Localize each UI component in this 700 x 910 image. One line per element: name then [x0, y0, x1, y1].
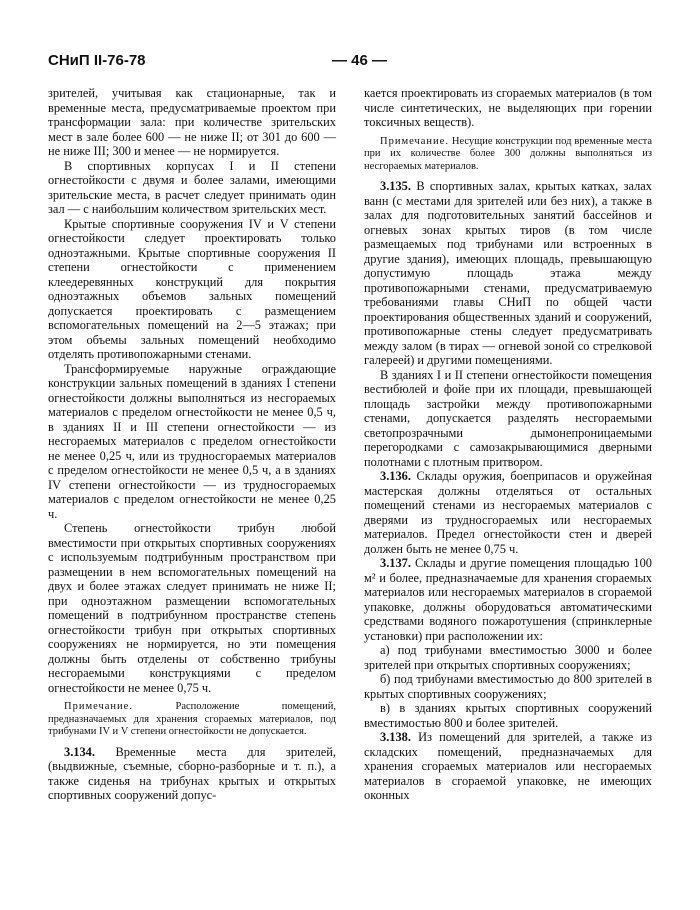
- clause-3-135: [364, 179, 652, 368]
- clause-3-137: [364, 556, 652, 643]
- clause-text: Склады оружия, боеприпасов и оружейная мастерская должны отделяться от остальных помещений стенами из несгораемых материалов с дверями из трудносгораемых или несгораемых материалов. Предел огнестойкости стен и дверей должен быть не менее 0,75 ч.: [364, 469, 652, 556]
- clause-text: Из помещений для зрителей, а также из складских помещений, предназначаемых для хранения сгораемых материалов или несгораемых материалов в сгораемой упаковке, не имеющих оконных: [364, 730, 652, 802]
- note-text: Расположение помещений, предназначаемых для хранения сгораемых материалов, под трибунами IV и V степени огнестойкости не допускается.: [48, 701, 336, 737]
- clause-3-136: [364, 469, 652, 556]
- clause-number: 3.135.: [380, 179, 411, 193]
- clause-number: 3.134.: [64, 744, 95, 759]
- paragraph: кается проектировать из сгораемых материалов (в том числе синтетических, не выделяющих при горении токсичных веществ).: [364, 86, 652, 129]
- paragraph: зрителей, учитывая как стационарные, так и временные места, предусматриваемые проектом при трансформации зала: при количестве зрительских мест в зале более 600 — не ниже II; от 301 до 600 — не ниже III; 300 и менее — не нормируется.: [48, 86, 336, 158]
- paragraph: В спортивных корпусах I и II степени огнестойкости с двумя и более залами, имеющими зрительские места, в расчет следует принимать один зал — с наибольшим количеством зрительских мест.: [48, 158, 336, 216]
- page-number: — 46 —: [332, 52, 388, 69]
- list-item: б) под трибунами вместимостью до 800 зрителей в крытых спортивных сооружениях;: [364, 672, 652, 701]
- clause-3-138: [364, 730, 652, 803]
- page-header: [48, 52, 652, 76]
- note-label: Примечание.: [64, 701, 133, 712]
- paragraph: Степень огнестойкости трибун любой вместимости при открытых спортивных сооружениях с используемым подтрибунным пространством при размещении в нем вспомогательных помещений на двух и более этажах следует принимать не ниже II; при одноэтажном размещении вспомогательных помещений в подтрибунном пространстве степень огнестойкости трибун при открытых спортивных сооружениях не нормируется, но эти помещения должны быть отделены от собственно трибуны несгораемыми конструкциями с пределом огнестойкости не менее 0,75 ч.: [48, 521, 336, 695]
- clause-text: Временные места для зрителей, (выдвижные, съемные, сборно-разборные и т. п.), а также сиденья на трибунах крытых и открытых спортивных сооружений допус-: [48, 744, 336, 802]
- right-column: [364, 86, 652, 803]
- note-label: Примечание.: [380, 135, 449, 147]
- clause-3-134: [48, 745, 336, 803]
- paragraph: В зданиях I и II степени огнестойкости помещения вестибюлей и фойе при их площади, превышающей площадь застройки между противопожарными стенами, допускается разделять несгораемыми светопрозрачными дымонепроницаемыми перегородками с самозакрывающимися дверными полотнами с плотным притвором.: [364, 367, 652, 469]
- clause-text: Склады и другие помещения площадью 100 м² и более, предназначаемые для хранения сгораемых материалов или несгораемых материалов в сгораемой упаковке, должны оборудоваться автоматическими средствами водяного пожаротушения (спринклерные установки) при расположении их:: [364, 556, 652, 643]
- list-item: в) в зданиях крытых спортивных сооружений вместимостью 800 и более зрителей.: [364, 701, 652, 730]
- note: [364, 136, 652, 174]
- document-code: СНиП II-76-78: [48, 52, 146, 69]
- clause-number: 3.137.: [380, 556, 411, 570]
- clause-number: 3.136.: [380, 469, 411, 483]
- clause-number: 3.138.: [380, 730, 411, 744]
- paragraph: Трансформируемые наружные ограждающие конструкции зальных помещений в зданиях I степени огнестойкости должны выполняться из несгораемых материалов с пределом огнестойкости не менее 0,5 ч, в зданиях II и III степени огнестойкости — из несгораемых материалов с пределом огнестойкости не менее 0,25 ч, или из трудносгораемых материалов с пределом огнестойкости не менее 0,5 ч, а в зданиях IV степени огнестойкости — из трудносгораемых материалов с пределом огнестойкости не менее 0,25 ч.: [48, 361, 336, 521]
- note: [48, 701, 336, 739]
- note-text: Несущие конструкции под временные места при их количестве более 300 должны выполняться из несгораемых материалов.: [364, 135, 652, 172]
- paragraph: Крытые спортивные сооружения IV и V степени огнестойкости следует проектировать только одноэтажными. Крытые спортивные сооружения II степени огнестойкости с применением клеедеревянных конструкций для покрытия одноэтажных объемов зальных помещений допускается проектировать с размещением вспомогательных помещений на 2—5 этажах; при этом объемы зальных помещений необходимо отделять противопожарными стенами.: [48, 216, 336, 361]
- left-column: [48, 86, 336, 803]
- clause-text: В спортивных залах, крытых катках, залах ванн (с местами для зрителей или без них), а также в залах для подготовительных занятий бассейнов и огневых зонах крытых тиров (в том числе размещаемых под трибунами или встроенных в другие здания), имеющих площадь, превышающую допустимую площадь этажа между противопожарными стенами, предусматриваемую требованиями главы СНиП по общей части проектирования общественных зданий и сооружений, противопожарные стены следует предусматривать между залом (в тирах — огневой зоной со стрелковой галереей) и другими помещениями.: [364, 179, 652, 367]
- list-item: а) под трибунами вместимостью 3000 и более зрителей при открытых спортивных сооружениях;: [364, 643, 652, 672]
